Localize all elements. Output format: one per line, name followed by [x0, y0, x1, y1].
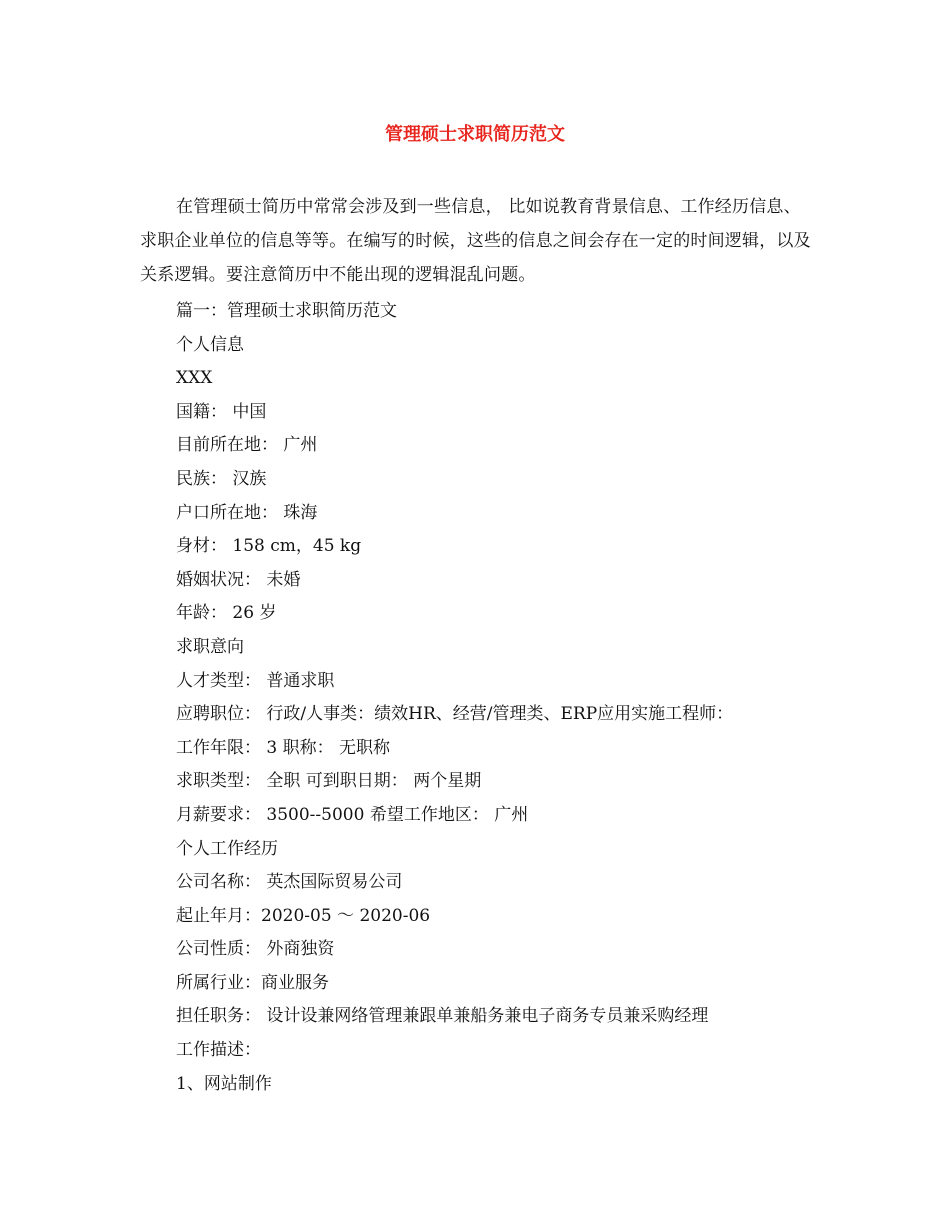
line-current-location: 目前所在地： 广州 — [176, 435, 318, 456]
line-company-nature: 公司性质： 外商独资 — [176, 939, 335, 960]
line-website-production: 1、网站制作 — [176, 1073, 272, 1094]
line-job-intention-heading: 求职意向 — [176, 636, 244, 657]
line-age: 年龄： 26 岁 — [176, 603, 277, 624]
line-work-description: 工作描述： — [176, 1040, 261, 1061]
line-section-heading: 篇一：管理硕士求职简历范文 — [176, 301, 397, 321]
line-work-years: 工作年限： 3 职称： 无职称 — [176, 737, 391, 758]
line-job-type: 求职类型： 全职 可到职日期： 两个星期 — [176, 771, 482, 792]
intro-paragraph: 在管理硕士简历中常常会涉及到一些信息， 比如说教育背景信息、工作经历信息、求职企业单位的信息等等。在编写的时候，这些的信息之间会存在一定的时间逻辑，以及关系逻辑。要注意简历中不能出现的逻辑混乱问题。 — [140, 197, 811, 285]
line-period: 起止年月：2020-05 ～ 2020-06 — [176, 905, 431, 926]
line-talent-type: 人才类型： 普通求职 — [176, 670, 335, 691]
line-marital-status: 婚姻状况： 未婚 — [176, 569, 301, 590]
line-name: XXX — [176, 368, 213, 389]
line-personal-info-heading: 个人信息 — [176, 334, 244, 355]
line-applied-position: 应聘职位： 行政/人事类：绩效HR、经营/管理类、ERP应用实施工程师： — [176, 704, 734, 725]
line-salary: 月薪要求： 3500--5000 希望工作地区： 广州 — [176, 804, 529, 825]
line-position-held: 担任职务： 设计设兼网络管理兼跟单兼船务兼电子商务专员兼采购经理 — [176, 1006, 709, 1027]
line-height-weight: 身材： 158 cm，45 kg — [176, 536, 362, 557]
line-company-name: 公司名称： 英杰国际贸易公司 — [176, 872, 403, 893]
document-title: 管理硕士求职简历范文 — [385, 124, 565, 145]
resume-lines — [176, 295, 856, 1101]
line-ethnicity: 民族： 汉族 — [176, 468, 267, 489]
line-nationality: 国籍： 中国 — [176, 401, 267, 422]
line-work-experience-heading: 个人工作经历 — [176, 838, 278, 859]
line-household-registration: 户口所在地： 珠海 — [176, 502, 318, 523]
line-industry: 所属行业：商业服务 — [176, 972, 329, 993]
